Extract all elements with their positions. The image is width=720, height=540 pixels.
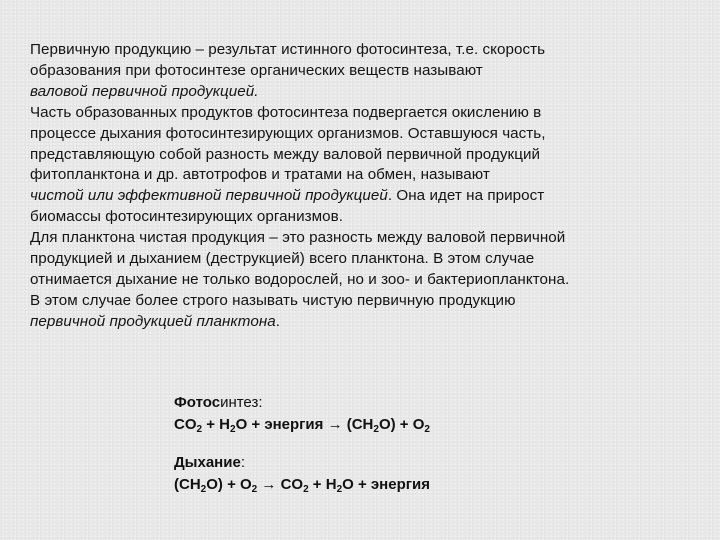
subscript: 2 — [303, 484, 309, 495]
text-line — [30, 186, 680, 207]
text-run: фитопланктона и др. автотрофов и тратами на обмен, называют — [30, 166, 490, 184]
text-run: Часть образованных продуктов фотосинтеза подвергается окислению в — [30, 103, 542, 121]
text-line — [30, 165, 680, 186]
text-run: представляющую собой разность между валовой первичной продукций — [30, 145, 541, 163]
respiration-title-rest: : — [240, 454, 245, 471]
text-line — [30, 124, 680, 145]
equation-term: + H — [308, 476, 337, 493]
text-line — [30, 270, 680, 291]
subscript: 2 — [230, 424, 236, 435]
subscript: 2 — [200, 484, 207, 495]
formulas-block — [174, 392, 594, 496]
italic-term: чистой или эффективной первичной продукцией — [30, 187, 388, 205]
respiration-title — [174, 452, 594, 474]
respiration-title-bold: Дыхание — [174, 454, 241, 471]
equation-term: CO — [276, 476, 304, 493]
equation-term: O) + O — [206, 476, 252, 493]
text-run: В этом случае более строго называть чистую первичную продукцию — [30, 291, 516, 309]
subscript: 2 — [336, 484, 343, 495]
text-run: Первичную продукцию – результат истинного фотосинтеза, т.е. скорость — [30, 41, 546, 58]
text-line — [30, 103, 680, 124]
text-run: Для планктона чистая продукция – это разность между валовой первичной — [30, 229, 566, 247]
text-line — [30, 82, 680, 103]
formula-gap — [174, 436, 594, 452]
equation-term: O + энергия — [342, 476, 430, 493]
equation-term: (CH — [174, 476, 201, 493]
text-line — [30, 312, 680, 333]
subscript: 2 — [373, 424, 379, 435]
text-line — [30, 291, 680, 312]
equation-term: O) + O — [378, 416, 425, 433]
text-line — [30, 40, 680, 61]
subscript: 2 — [251, 484, 258, 495]
equation-term: CO — [174, 416, 197, 433]
text-run: процессе дыхания фотосинтезирующих организмов. Оставшуюся часть, — [30, 124, 546, 142]
subscript: 2 — [196, 424, 203, 435]
text-run: отнимается дыхание не только водорослей, но и зоо- и бактериопланктона. — [30, 270, 570, 288]
respiration-equation — [174, 474, 594, 496]
equation-term: (CH — [342, 416, 374, 433]
equation-term: O + энергия — [235, 416, 328, 433]
text-line — [30, 249, 680, 270]
text-run: . — [275, 312, 281, 330]
subscript: 2 — [424, 424, 430, 435]
body-text — [30, 40, 680, 333]
italic-term: первичной продукцией планктона — [30, 312, 276, 330]
equation-term: + H — [202, 416, 230, 433]
photosynthesis-title-rest: интез: — [220, 394, 263, 411]
text-run: биомассы фотосинтезирующих организмов. — [30, 208, 343, 226]
photosynthesis-title — [174, 392, 594, 414]
italic-term: валовой первичной продукцией. — [30, 82, 259, 100]
text-line — [30, 61, 680, 82]
text-run: образования при фотосинтезе органических веществ называют — [30, 61, 483, 79]
photosynthesis-title-bold: Фотос — [174, 394, 221, 411]
text-run: продукцией и дыханием (деструкцией) всего планктона. В этом случае — [30, 250, 535, 268]
text-line — [30, 207, 680, 228]
arrow-icon: → — [261, 476, 277, 493]
text-line — [30, 145, 680, 166]
text-line — [30, 228, 680, 249]
photosynthesis-equation — [174, 414, 594, 436]
text-run: . Она идет на прирост — [387, 187, 545, 205]
arrow-icon: → — [327, 416, 343, 433]
